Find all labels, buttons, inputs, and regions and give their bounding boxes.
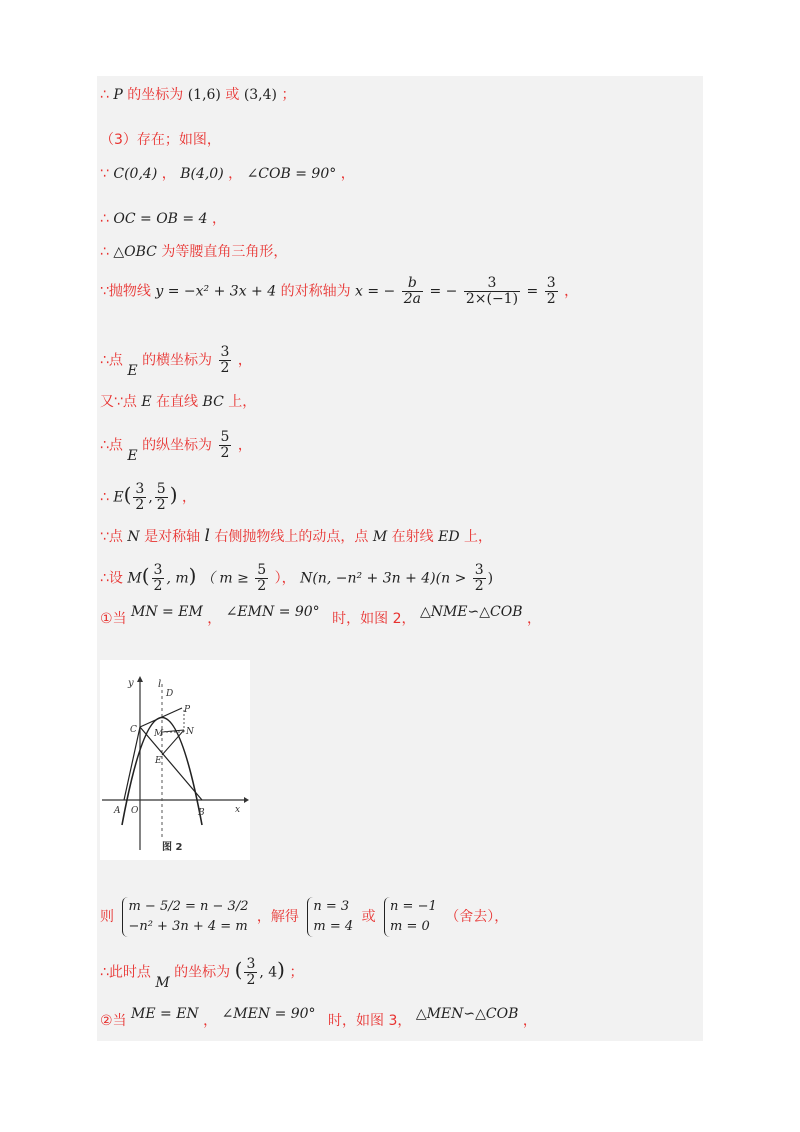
text-at-this-time: ∴此时点 bbox=[100, 964, 151, 981]
text-on: 上， bbox=[464, 529, 493, 545]
punct: ， bbox=[203, 1013, 218, 1029]
similar-triangles: △NME∽△COB bbox=[419, 604, 523, 620]
line-set-m-n bbox=[100, 563, 493, 594]
label-a: A bbox=[114, 806, 121, 816]
num: 3 bbox=[464, 276, 520, 292]
label-e: E bbox=[155, 756, 162, 766]
angle-cob: ∠COB = 90° bbox=[246, 166, 337, 182]
punct: ， bbox=[522, 1013, 537, 1029]
line-axis-of-symmetry bbox=[100, 276, 578, 307]
line-n-moving-point bbox=[100, 527, 492, 546]
text-on-line: 在直线 bbox=[156, 394, 199, 410]
text-therefore-point: ∴点 bbox=[100, 352, 123, 369]
den: 2 bbox=[135, 497, 145, 513]
text-coordinate: 的坐标为 bbox=[174, 964, 231, 981]
eq-sign: = − bbox=[429, 283, 458, 300]
line-c-b-angle bbox=[100, 165, 355, 183]
punct: ， bbox=[237, 437, 252, 454]
eq-x: x = − bbox=[355, 283, 396, 300]
eq-me-en: ME = EN bbox=[131, 1006, 199, 1022]
line-part3-exists bbox=[100, 131, 221, 149]
line-p-coordinates bbox=[100, 86, 295, 104]
line-e-ordinate bbox=[100, 429, 252, 464]
punct: ， bbox=[207, 611, 222, 627]
because-symbol: ∵ bbox=[100, 166, 109, 182]
punct: ， bbox=[228, 166, 243, 182]
den: 2 bbox=[246, 972, 256, 988]
eq-oc-ob: OC = OB = 4 bbox=[113, 211, 208, 227]
var-m: M bbox=[155, 974, 170, 991]
den: 2 bbox=[156, 497, 166, 513]
line-m-coordinate bbox=[100, 956, 304, 991]
sol-m: m = 4 bbox=[313, 919, 354, 934]
y-value: , 4 bbox=[259, 964, 278, 981]
label-m: M bbox=[154, 729, 164, 739]
text-because-point: ∵点 bbox=[100, 529, 123, 545]
text-right-side: 右侧抛物线上的动点，点 bbox=[214, 529, 369, 545]
punct: ； bbox=[289, 964, 304, 981]
comma-sep: , bbox=[148, 489, 153, 506]
fraction-5-2 bbox=[155, 482, 168, 513]
line-oc-ob bbox=[100, 210, 226, 228]
text-therefore-point: ∴点 bbox=[100, 437, 123, 454]
condition-m: （ m ≥ bbox=[200, 570, 249, 587]
var-e: E bbox=[141, 394, 152, 410]
eq-sign: = bbox=[526, 283, 539, 300]
paren-open: ( bbox=[141, 563, 150, 588]
fraction-3-2 bbox=[244, 957, 257, 988]
text-parabola: ∵抛物线 bbox=[100, 283, 151, 300]
den: 2 bbox=[153, 578, 163, 594]
fraction-3-over-2xneg1 bbox=[464, 276, 520, 307]
punct: ， bbox=[161, 166, 176, 182]
punct: ， bbox=[526, 611, 541, 627]
label-c: C bbox=[130, 725, 137, 735]
line-e-abscissa bbox=[100, 344, 252, 379]
y-axis-arrow-icon bbox=[137, 676, 143, 682]
paren-close: ) bbox=[277, 957, 285, 982]
label-n: N bbox=[186, 727, 194, 737]
paren-close: ) bbox=[487, 570, 494, 587]
fraction-b-2a bbox=[402, 276, 423, 307]
text-then: 则 bbox=[100, 909, 114, 925]
punct: ； bbox=[281, 87, 296, 103]
sol-m: m = 0 bbox=[390, 919, 430, 934]
var-m: M bbox=[372, 529, 388, 545]
label-b: B bbox=[198, 808, 205, 818]
fraction-5-2 bbox=[219, 430, 232, 461]
x-axis-arrow-icon bbox=[244, 797, 249, 803]
den: 2×(−1) bbox=[465, 291, 519, 307]
line-cp bbox=[140, 708, 182, 727]
line-case2 bbox=[100, 1006, 537, 1030]
similar-triangles: △MEN∽△COB bbox=[415, 1006, 519, 1022]
den: 2 bbox=[474, 578, 484, 594]
line-isosceles bbox=[100, 243, 287, 261]
paren-open: ( bbox=[123, 482, 132, 507]
text-coord-label: 的坐标为 bbox=[127, 87, 184, 103]
punct: ， bbox=[564, 283, 579, 300]
label-x: x bbox=[235, 805, 241, 815]
text-on-ray: 在射线 bbox=[391, 529, 434, 545]
num: 5 bbox=[257, 562, 267, 578]
angle-emn: ∠EMN = 90° bbox=[225, 604, 320, 620]
therefore-symbol: ∴ bbox=[100, 489, 109, 506]
equation-1: m − 5/2 = n − 3/2 bbox=[128, 899, 249, 914]
figure-caption: 图 2 bbox=[162, 842, 183, 853]
punct: ， bbox=[340, 166, 355, 182]
num: 3 bbox=[220, 344, 230, 360]
therefore-symbol: ∴ bbox=[100, 87, 109, 103]
therefore-symbol: ∴ bbox=[100, 244, 109, 260]
text-ordinate: 的纵坐标为 bbox=[142, 437, 213, 454]
system-equations-1 bbox=[122, 897, 248, 937]
text-axis-sym: 是对称轴 bbox=[144, 529, 201, 545]
num: 3 bbox=[246, 956, 256, 972]
angle-men: ∠MEN = 90° bbox=[221, 1006, 316, 1022]
therefore-symbol: ∴ bbox=[100, 211, 109, 227]
text-solve: ，解得 bbox=[256, 909, 299, 925]
punct: ， bbox=[211, 211, 226, 227]
text-or: 或 bbox=[361, 909, 376, 925]
text-discard: （舍去）， bbox=[445, 909, 509, 925]
num: 3 bbox=[474, 562, 484, 578]
line-mn bbox=[162, 730, 184, 732]
num: 3 bbox=[135, 481, 145, 497]
num: 3 bbox=[546, 275, 556, 291]
point-b: B(4,0) bbox=[180, 166, 224, 182]
line-bc bbox=[140, 727, 202, 800]
var-l: l bbox=[204, 526, 210, 546]
part3-heading: （3）存在；如图， bbox=[100, 132, 221, 148]
point-1-6: (1,6) bbox=[187, 87, 221, 103]
text-on: 上， bbox=[228, 394, 257, 410]
solution-1 bbox=[307, 897, 353, 937]
line-e-coordinates bbox=[100, 482, 196, 513]
text-or: 或 bbox=[225, 87, 240, 103]
var-e: E bbox=[127, 447, 138, 464]
punct: ， bbox=[181, 489, 196, 506]
text-abscissa: 的横坐标为 bbox=[142, 352, 213, 369]
paren-close: ) bbox=[169, 482, 178, 507]
fraction-5-2 bbox=[255, 563, 268, 594]
triangle-obc: △OBC bbox=[113, 244, 157, 260]
label-l: l bbox=[158, 679, 162, 690]
point-n-expr: N(n, −n² + 3n + 4)(n > bbox=[300, 570, 467, 587]
line-bc: BC bbox=[202, 394, 224, 410]
solution-2 bbox=[384, 897, 437, 937]
line-case1 bbox=[100, 604, 541, 628]
num: 3 bbox=[153, 562, 163, 578]
eq-parabola: y = −x² + 3x + 4 bbox=[155, 283, 277, 300]
fraction-3-2 bbox=[473, 563, 486, 594]
label-o: O bbox=[131, 806, 139, 816]
label-y: y bbox=[128, 678, 134, 689]
fraction-3-2 bbox=[152, 563, 165, 594]
line-e-on-bc bbox=[100, 393, 256, 411]
var-n: N bbox=[127, 529, 140, 545]
text-axis: 的对称轴为 bbox=[280, 283, 351, 300]
den: 2 bbox=[546, 291, 556, 307]
fraction-3-2 bbox=[133, 482, 146, 513]
var-m: M bbox=[127, 570, 142, 587]
den: 2 bbox=[257, 578, 267, 594]
sol-n: n = 3 bbox=[313, 899, 350, 914]
line-solve-system bbox=[100, 897, 508, 937]
fraction-3-2 bbox=[545, 276, 558, 307]
paren-close: ) bbox=[188, 563, 197, 588]
text-isosceles: 为等腰直角三角形， bbox=[161, 244, 288, 260]
ray-ed: ED bbox=[438, 529, 460, 545]
num: 5 bbox=[220, 429, 230, 445]
paren-open: ( bbox=[234, 957, 243, 982]
point-c: C(0,4) bbox=[113, 166, 158, 182]
label-p: P bbox=[184, 705, 191, 715]
punct: ）， bbox=[274, 570, 296, 587]
figure-2 bbox=[100, 660, 250, 860]
den: 2a bbox=[403, 291, 422, 307]
text-case2: ②当 bbox=[100, 1013, 127, 1029]
line-ac bbox=[124, 727, 140, 800]
point-3-4: (3,4) bbox=[243, 87, 278, 103]
text-fig2: 时，如图 2， bbox=[332, 611, 416, 627]
var-e: E bbox=[127, 362, 138, 379]
label-d: D bbox=[166, 689, 174, 699]
punct: ， bbox=[237, 352, 252, 369]
var-e: E bbox=[113, 489, 124, 506]
text-fig3: 时，如图 3， bbox=[328, 1013, 412, 1029]
figure-2-graph bbox=[100, 660, 250, 860]
sol-n: n = −1 bbox=[390, 899, 437, 914]
eq-mn-em: MN = EM bbox=[131, 604, 203, 620]
text-also-because: 又∵点 bbox=[100, 394, 137, 410]
var-p: P bbox=[113, 87, 123, 103]
den: 2 bbox=[220, 360, 230, 376]
den: 2 bbox=[220, 445, 230, 461]
fraction-3-2 bbox=[219, 345, 232, 376]
text-let: ∴设 bbox=[100, 570, 123, 587]
equation-2: −n² + 3n + 4 = m bbox=[128, 919, 248, 934]
num: b bbox=[402, 276, 423, 292]
var-m-lower: , m bbox=[166, 570, 189, 587]
text-case1: ①当 bbox=[100, 611, 127, 627]
num: 5 bbox=[156, 481, 166, 497]
